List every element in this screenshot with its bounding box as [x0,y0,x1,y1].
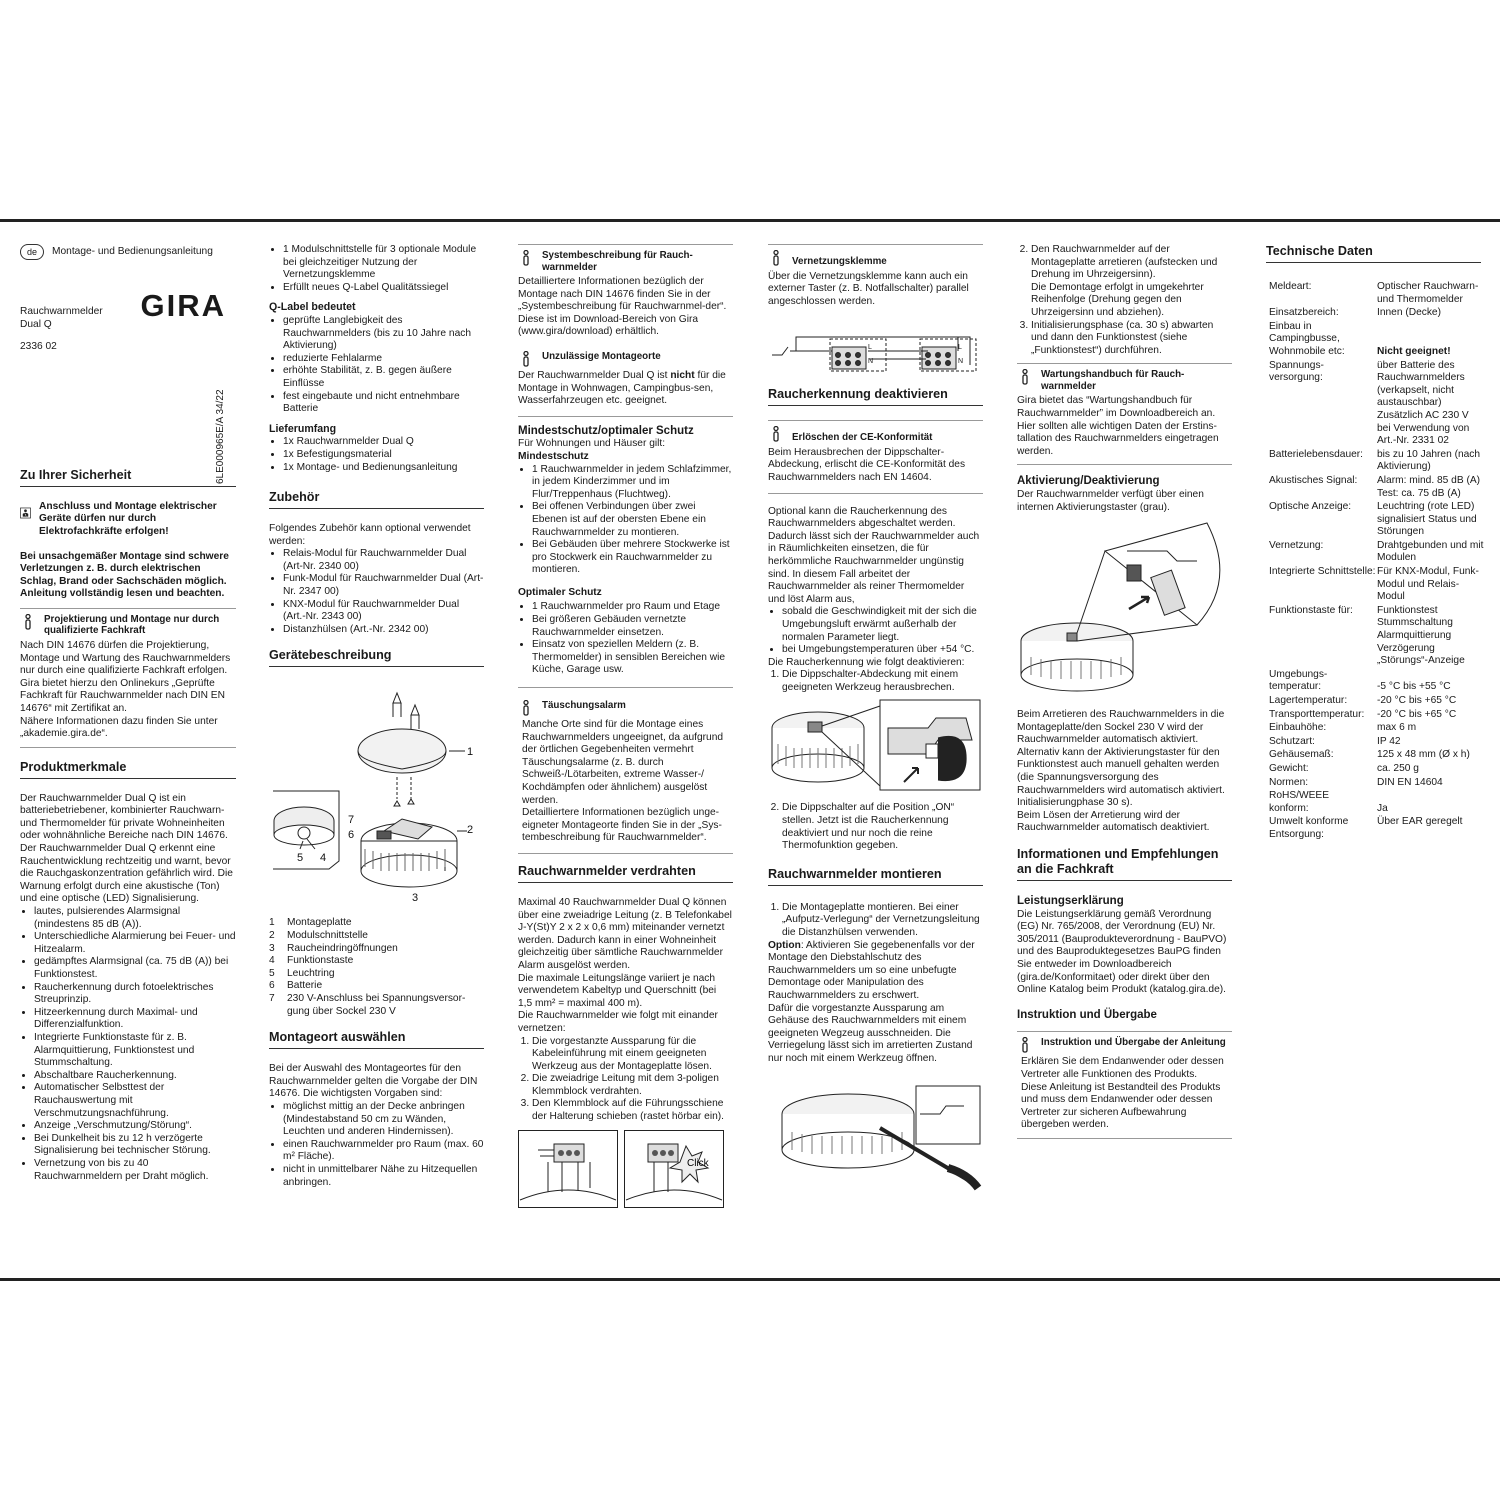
list-item: • 1x Rauchwarnmelder Dual Q [283,436,484,449]
section-heading-features: Produktmerkmale [20,760,236,779]
spec-key: Einsatzbereich: [1269,307,1339,319]
list-item: • 1 Modulschnittstelle für 3 optionale Module bei gleichzeitiger Nutzung der Vernetzungsklemme [283,244,484,282]
spec-key: Integrierte Schnittstelle: [1269,566,1376,578]
list-item: • Erfüllt neues Q-Label Qualitätssiegel [283,282,484,295]
dip-switch-illustration [768,698,983,794]
accessories-list [269,548,484,636]
info-icon [1017,1037,1033,1053]
manual-sheet [0,219,1500,1281]
electrician-warning [20,501,236,539]
terminal-label: N [958,358,964,366]
forbidden-body-emphasis: nicht [670,369,695,381]
activation-body: Beim Arretieren des Rauchwarnmelders in die Montageplatte/den Sockel 230 V wird der Rauchwarnmelder automatisch aktiviert. Alternativ kann der Aktivierungstaster für den Funktionstest auch manuell gehalten werden (die Spannungsversorgung des Rauchwarnmelders wird automatisch aktiviert. Initialisierungphase 30 s). Beim Lösen der Arretierung wird der Rauchwarnmelder automatisch deaktiviert. [1017,709,1225,834]
spec-key: Meldeart: [1269,281,1312,292]
spec-key: Lagertemperatur: [1269,695,1348,706]
spec-value: über Batterie des Rauchwarnmelders (verkapselt, nicht austauschbar) Zusätzlich AC 230 V bei Verwendung von Art.-Nr. 2331 02 [1377,359,1470,447]
list-item: • erhöhte Stabilität, z. B. gegen äußere Einflüsse [283,365,484,390]
header-row [20,244,236,260]
terminal-label: L [868,344,872,352]
activation-button-illustration [1017,521,1232,701]
list-item: • Funk-Modul für Rauchwarnmelder Dual (Art-Nr. 2347 00) [283,573,484,598]
electrician-warning-text: Anschluss und Montage elektrischer Geräte dürfen nur durch Elektrofachkräfte erfolgen! [38,500,217,537]
spec-value: -20 °C bis +65 °C [1377,708,1457,720]
list-item: • lautes, pulsierendes Alarmsignal (mindestens 85 dB (A)). [34,906,236,931]
info-icon [1017,369,1033,392]
legend-number: 2 [269,930,275,942]
spec-key: Normen: [1269,776,1309,788]
section-heading-location: Montageort auswählen [269,1030,484,1049]
opt-protection-sub: Optimaler Schutz [518,586,602,598]
activation-heading: Aktivierung/Deaktivierung [1017,475,1160,488]
device-legend [269,917,484,1018]
spec-value: bis zu 10 Jahren (nach Aktivierung) [1377,448,1481,473]
device-exploded-illustration [269,681,484,909]
legend-text: Modulschnittstelle [287,930,368,942]
spec-value: IP 42 [1377,735,1401,747]
list-item: • 1 Rauchwarnmelder in jedem Schlafzimmer, in jedem Kinderzimmer und im Flur/Treppenhaus (Fluchtweg). [532,464,733,502]
info-icon [518,351,534,367]
maintenance-note [1017,363,1232,392]
spec-key: Einbau in Campingbusse, Wohnmobile etc: [1269,320,1345,357]
list-item: 2. Die zweiadrige Leitung mit dem 3-poligen Klemmblock verdrahten. [532,1073,733,1098]
section-heading-deactivate: Raucherkennung deaktivieren [768,387,983,406]
terminal-wiring-illustration [518,1130,618,1208]
tech-data-table [1266,281,1484,843]
terminal-label: N [868,358,874,366]
spec-key: Gewicht: [1269,762,1309,774]
legend-text: Montageplatte [287,917,352,929]
mount-option-body: : Aktivieren Sie gegebenenfalls vor der Montage den Diebstahlschutz des Rauchwarnmelders um so eine unbefugte Demontage oder Manipulation des Rauchwarnmelders zu erschwert. Dafür die vorgestanzte Aussparung am Gehäuse des Rauchwarnmelders mit einem geeigneten Wegzeug ausschneiden. Die Verriegelung lässt sich im arretierten Zustand nur noch mit einem Werkzeug öffnen. [768,939,975,1064]
product-name: Rauchwarnmelder Dual Q [20,306,103,330]
sysdesc-body: Detailliertere Informationen bezüglich der Montage nach DIN 14676 finden Sie in der „Systembeschreibung für Rauchwarnmel-der“. Diese ist im Download-Bereich von Gira (www.gira/download) erhältlich. [518,276,727,338]
list-item: • Relais-Modul für Rauchwarnmelder Dual (Art-Nr. 2340 00) [283,548,484,573]
list-item: • 1x Befestigungsmaterial [283,449,484,462]
spec-key: Schutzart: [1269,735,1315,747]
forbidden-title: Unzulässige Montageorte [542,350,661,362]
column-1 [20,244,236,1190]
spec-value: max 6 m [1377,722,1417,734]
column-2 [269,244,484,1196]
legend-number: 3 [269,942,275,954]
list-item: 1. Die vorgestanzte Aussparung für die Kabeleinführung mit einem geeigneten Werkzeug aus der Montageplatte lösen. [532,1036,733,1074]
wiring-steps [518,1036,733,1124]
list-item: • Automatischer Selbsttest der Rauchauswertung mit Verschmutzungsnachführung. [34,1082,236,1120]
list-item: • KNX-Modul für Rauchwarnmelder Dual (Art.-Nr. 2343 00) [283,599,484,624]
column-4 [768,244,983,1202]
deactivate-body: Optional kann die Raucherkennung des Rauchwarnmelders abgeschaltet werden. Dadurch lässt sich der Rauchwarnmelder auch in Räumlichkeiten einsetzen, die für herkömmliche Rauchwarnmelder ungünstig sind. In diesem Fall arbeitet der Rauchwarnmelder als reiner Thermomelder und löst Alarm aus, [768,505,980,605]
qualified-note [20,608,236,637]
spec-key: Umwelt konforme Entsorgung: [1269,816,1349,840]
list-item: • einen Rauchwarnmelder pro Raum (max. 60 m² Fläche). [283,1139,484,1164]
legend-text: Raucheindringöffnungen [287,942,398,954]
section-heading-accessories: Zubehör [269,490,484,509]
spec-value: Optischer Rauchwarn- und Thermomelder [1377,281,1479,305]
spec-key: RoHS/WEEE konform: [1269,790,1330,814]
spec-value: Alarm: mind. 85 dB (A) Test: ca. 75 dB (A) [1377,474,1481,499]
spec-key: Einbauhöhe: [1269,722,1327,734]
handover-title: Instruktion und Übergabe der Anleitung [1041,1037,1226,1049]
spec-value: Leuchtring (rote LED) signalisiert Status und Störungen [1377,501,1477,538]
ce-note-title: Erlöschen der CE-Konformität [792,432,933,444]
spec-value: Nicht geeignet! [1377,345,1451,357]
list-item: 3. Den Klemmblock auf die Führungsschiene der Halterung schieben (rastet hörbar ein). [532,1098,733,1123]
legend-number: 4 [269,955,275,967]
network-note-body: Über die Vernetzungsklemme kann auch ein externer Taster (z. B. Notfallschalter) parallel angeschlossen werden. [768,270,969,307]
qlabel-heading: Q-Label bedeutet [269,301,356,314]
product-header [20,288,236,331]
deactivate-step-2 [768,802,983,852]
spec-value: Für KNX-Modul, Funk-Modul und Relais-Modul [1377,566,1479,603]
spec-value: Über EAR geregelt [1377,816,1463,828]
list-item: • bei Umgebungstemperaturen über +54 °C. [782,644,983,657]
features-intro: Der Rauchwarnmelder Dual Q ist ein batteriebetriebener, kombinierter Rauchwarn- und Thermomelder für private Wohneinheiten oder wohnähnliche Bereiche nach DIN 14676. Der Rauchwarnmelder Dual Q erkennt eine Rauchentwicklung rechtzeitig und warnt, bevor die Rauchgaskonzentration gefährlich wird. Die Warnung erfolgt durch eine akustische (Ton) und eine optische (LED) Signalisierung. [20,792,233,905]
handover-heading: Instruktion und Übergabe [1017,1008,1157,1021]
spec-key: Gehäusemaß: [1269,749,1334,761]
list-item: • Vernetzung von bis zu 40 Rauchwarnmeldern per Draht möglich. [34,1158,236,1183]
list-item: • Hitzeerkennung durch Maximal- und Differenzialfunktion. [34,1007,236,1032]
list-item: • reduzierte Fehlalarme [283,353,484,366]
spec-key: Transporttemperatur: [1269,708,1365,720]
list-item: • Bei größeren Gebäuden vernetzte Rauchwarnmelder einsetzen. [532,614,733,639]
spec-value: ca. 250 g [1377,762,1419,774]
network-wiring-diagram [768,315,983,375]
list-item: 1. Die Dippschalter-Abdeckung mit einem geeigneten Werkzeug herausbrechen. [782,669,983,694]
mount-steps [768,902,983,940]
list-item: • gedämpftes Alarmsignal (ca. 75 dB (A)) bei Funktionstest. [34,956,236,981]
scope-list [269,436,484,474]
wiring-illustrations [518,1130,733,1208]
list-item: • geprüfte Langlebigkeit des Rauchwarnmelders (bis zu 10 Jahre nach Aktivierung) [283,315,484,353]
language-badge: de [20,244,44,260]
callout-7: 7 [348,814,355,827]
deception-title: Täuschungsalarm [542,700,626,712]
legend-number: 5 [269,967,275,979]
info-icon [768,250,784,268]
section-heading-wiring: Rauchwarnmelder verdrahten [518,864,733,883]
list-item: 2. Den Rauchwarnmelder auf der Montageplatte arretieren (aufstecken und Drehung im Uhrzeigersinn). Die Demontage erfolgt in umgekehrter Reihenfolge (Drehung gegen den Uhrzeigersinn und abziehen). [1031,244,1232,320]
handover-body: Erklären Sie dem Endanwender oder dessen Vertreter alle Funktionen des Produkts. Diese Anleitung ist Bestandteil des Produkts und muss dem Endanwender oder dessen Vertreter zur sicheren Aufbewahrung übergeben werden. [1017,1056,1232,1139]
min-protection-list [518,464,733,577]
handover-note [1017,1031,1232,1053]
deactivate-list [768,606,983,656]
terminal-label: L [958,344,962,352]
manual-title: Montage- und Bedienungsanleitung [52,245,213,257]
list-item: • Unterschiedliche Alarmierung bei Feuer- und Hitzealarm. [34,931,236,956]
list-item: • möglichst mittig an der Decke anbringen (Mindestabstand 50 cm zu Wänden, Leuchten und anderen Hindernissen). [283,1101,484,1139]
deactivate-follow: Die Raucherkennung wie folgt deaktivieren: [768,656,965,668]
list-item: • 1x Montage- und Bedienungsanleitung [283,462,484,475]
spec-value: 125 x 48 mm (Ø x h) [1377,749,1470,761]
info-icon [518,700,534,716]
location-list [269,1101,484,1189]
spec-value: Innen (Decke) [1377,307,1441,319]
spec-key: Spannungs- versorgung: [1269,359,1324,384]
legend-number: 6 [269,980,275,992]
wiring-intro: Maximal 40 Rauchwarnmelder Dual Q können über eine zweiadrige Leitung (z. B Telefonkabel J-Y(St)Y 2 x 2 x 0,6 mm) miteinander vernetzt werden. Dadurch kann in einer Wohneinheit gleichzeitig über sämtliche Rauchwarnmelder Alarm ausgelöst werden. Die maximale Leitungslänge variiert je nach verwendetem Kabeltyp und Querschnitt (bei 1,5 mm² = maximal 400 m). Die Rauchwarnmelder wie folgt mit einander vernetzen: [518,896,732,1034]
section-heading-mount: Rauchwarnmelder montieren [768,867,983,886]
info-icon [518,250,534,273]
min-protection-heading: Mindestschutz/optimaler Schutz [518,424,694,437]
network-note-title: Vernetzungsklemme [792,256,887,267]
spec-value: Ja [1377,802,1388,814]
callout-5: 5 [297,852,304,865]
mount-option [768,940,983,1066]
list-item: • Raucherkennung durch fotoelektrisches Streuprinzip. [34,982,236,1007]
electrician-icon [20,501,31,525]
qualified-note-body: Nach DIN 14676 dürfen die Projektierung, Montage und Wartung des Rauchwarnmelders nur durch eine qualifizierte Fachkraft erfolgen. Gira bietet hierzu den Onlinekurs „Geprüfte Fachkraft für Rauchwarnmelder nach DIN EN 14676“ mit Zertifikat an. Nähere Informationen dazu finden Sie unter „akademie.gira.de“. [20,640,236,748]
forbidden-note [518,346,733,367]
section-heading-info: Informationen und Empfehlungen an die Fachkraft [1017,847,1232,881]
legend-text: 230 V-Anschluss bei Spannungsversor- gung über Sockel 230 V [287,993,466,1017]
spec-key: Optische Anzeige: [1269,501,1352,513]
forbidden-body-pre: Der Rauchwarnmelder Dual Q ist [518,369,671,381]
list-item: • Distanzhülsen (Art.-Nr. 2342 00) [283,624,484,637]
column-3 [518,244,733,1208]
spec-key: Funktionstaste für: [1269,604,1353,616]
deactivate-step-1 [768,669,983,694]
features-list-continued [269,244,484,294]
list-item: • Bei offenen Verbindungen über zwei Ebenen ist auf der obersten Ebene ein Rauchwarnmelder zu montieren. [532,501,733,539]
list-item: • nicht in unmittelbarer Nähe zu Hitzequellen anbringen. [283,1164,484,1189]
spec-value: DIN EN 14604 [1377,776,1443,788]
section-heading-safety: Zu Ihrer Sicherheit [20,468,236,487]
location-intro: Bei der Auswahl des Montageortes für den Rauchwarnmelder gelten die Vorgabe der DIN 14676. Die wichtigsten Vorgaben sind: [269,1063,478,1100]
column-6 [1266,244,1484,843]
min-protection-intro: Für Wohnungen und Häuser gilt: [518,438,666,450]
article-number: 2336 02 [20,341,57,353]
info-icon [20,614,36,637]
spec-key: Akustisches Signal: [1269,474,1358,486]
features-list [20,906,236,1183]
mount-steps-continued [1017,244,1232,357]
scope-heading: Lieferumfang [269,422,337,435]
ce-note-body: Beim Herausbrechen der Dippschalter-Abdeckung, erlischt die CE-Konformität des Rauchwarnmelders nach EN 14604. [768,447,983,494]
list-item: • Integrierte Funktionstaste für z. B. Alarmquittierung, Funktionstest und Stummschaltung. [34,1032,236,1070]
section-heading-tech-data: Technische Daten [1266,244,1481,263]
legend-text: Funktionstaste [287,955,354,967]
spec-key: Batterielebensdauer: [1269,448,1364,460]
theft-protection-illustration [768,1084,983,1194]
list-item: 3. Initialisierungsphase (ca. 30 s) abwarten und dann den Funktionstest (siehe „Funktionstest“) durchführen. [1031,320,1232,358]
list-item: • Abschaltbare Raucherkennung. [34,1070,236,1083]
spec-value: -5 °C bis +55 °C [1377,681,1451,693]
accessories-intro: Folgendes Zubehör kann optional verwendet werden: [269,523,471,547]
legend-text: Leuchtring [287,967,335,979]
callout-3: 3 [412,892,419,905]
declaration-body: Die Leistungserklärung gemäß Verordnung (EG) Nr. 765/2008, der Verordnung (EU) Nr. 305/2011 (Bauprodukteverordnung - BauPVO) und des Bauproduktegesetzes BauPG finden Sie entweder im Downloadbereich (gira.de/Konformitaet) oder direkt über den Online Katalog beim Produkt (katalog.gira.de). [1017,908,1227,996]
spec-value: Drahtgebunden und mit Modulen [1377,539,1484,564]
qualified-note-title: Projektierung und Montage nur durch qualifizierte Fachkraft [44,613,220,637]
list-item: • fest eingebaute und nicht entnehmbare Batterie [283,391,484,416]
section-heading-device: Gerätebeschreibung [269,648,484,667]
list-item: 2. Die Dippschalter auf die Position „ON“ stellen. Jetzt ist die Raucherkennung deaktiviert und nur noch die reine Thermofunktion gegeben. [782,802,983,852]
legend-text: Batterie [287,980,323,992]
sysdesc-note [518,244,733,273]
legend-number: 1 [269,917,275,929]
legend-number: 7 [269,993,275,1004]
column-5 [1017,244,1232,1146]
declaration-heading: Leistungserklärung [1017,895,1124,908]
info-icon [768,426,784,444]
list-item: • sobald die Geschwindigkeit mit der sich die Umgebungsluft erwärmt außerhalb der normalen Parameter liegt. [782,606,983,644]
callout-2: 2 [467,824,474,837]
deception-note [518,698,733,716]
maintenance-title: Wartungshandbuch für Rauch- warnmelder [1041,369,1185,392]
spec-key: Vernetzung: [1269,539,1324,551]
deception-body: Manche Orte sind für die Montage eines Rauchwarnmelders ungeeignet, da aufgrund der örtlichen Gegebenheiten vermehrt Täuschungsalarme (z. B. durch Schweiß-/Lötarbeiten, extreme Wasser-/ Kochdämpfen oder ähnlichem) ausgelöst werden. Detailliertere Informationen bezüglich unge-eigneter Montageorte finden Sie in der „Sys-tembeschreibung für Rauchwarnmelder“. [518,719,733,854]
forbidden-body-post: für die Montage in Wohnwagen, Campingbus-sen, Wasserfahrzeugen etc. geeignet. [518,369,726,407]
spec-value: -20 °C bis +65 °C [1377,695,1457,706]
list-item: • Bei Dunkelheit bis zu 12 h verzögerte Signalisierung bei technischer Störung. [34,1133,236,1158]
list-item: 1. Die Montageplatte montieren. Bei einer „Aufputz-Verlegung“ der Vernetzungsleitung die Distanzhülsen verwenden. [782,902,983,940]
danger-text: Bei unsachgemäßer Montage sind schwere Verletzungen z. B. durch elektrischen Schlag, Brand oder Sachschäden möglich. Anleitung vollständig lesen und beachten. [20,550,229,600]
callout-1: 1 [467,746,474,759]
min-protection-sub: Mindestschutz [518,450,589,462]
list-item: • Anzeige „Verschmutzung/Störung“. [34,1120,236,1133]
terminal-click-illustration [624,1130,724,1208]
maintenance-body: Gira bietet das “Wartungshandbuch für Rauchwarnmelder” im Downloadbereich an. Hier sollten alle wichtigen Daten der Erstins-tallation des Rauchwarnmelders eingetragen werden. [1017,395,1232,465]
qlabel-list [269,315,484,416]
network-note [768,244,983,268]
brand-logo: GIRA [140,288,226,323]
spec-value: Funktionstest Stummschaltung Alarmquittierung Verzögerung „Störungs“-Anzeige [1377,604,1465,667]
mount-option-label: Option [768,939,801,951]
callout-4: 4 [320,852,327,865]
callout-6: 6 [348,829,355,842]
forbidden-body [518,370,733,417]
ce-note [768,420,983,444]
activation-intro: Der Rauchwarnmelder verfügt über einen internen Aktivierungstaster (grau). [1017,488,1204,513]
list-item: • Bei Gebäuden über mehrere Stockwerke ist pro Stockwerk ein Rauchwarnmelder zu montieren. [532,539,733,577]
list-item: • 1 Rauchwarnmelder pro Raum und Etage [532,601,733,614]
click-label: Click [687,1157,709,1169]
sysdesc-title: Systembeschreibung für Rauch- warnmelder [542,250,693,273]
document-code: 6LE000965E/A 34/22 [215,389,226,484]
spec-key: Umgebungs- temperatur: [1269,668,1328,693]
list-item: • Einsatz von speziellen Meldern (z. B. Thermomelder) in sensiblen Bereichen wie Küche, Garage usw. [532,639,733,677]
opt-protection-list [518,601,733,688]
